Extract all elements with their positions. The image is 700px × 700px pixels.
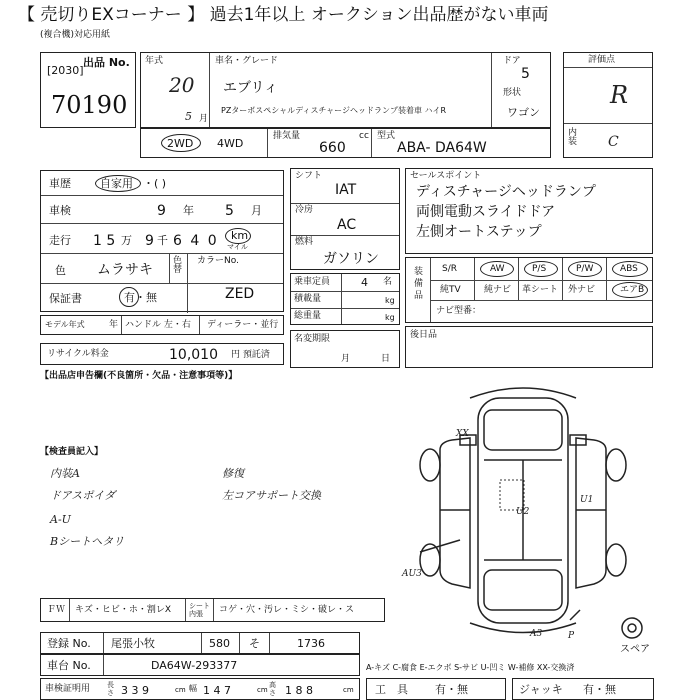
note-core-support: 左コアサポート交換 <box>222 489 321 502</box>
interior-label: 内装 <box>568 128 578 147</box>
lot-box <box>40 52 136 128</box>
form-subheader: (複合機)対応用紙 <box>40 30 111 40</box>
type-label: 型式 <box>377 131 396 141</box>
reg-place: 尾張小牧 <box>111 637 155 650</box>
door-label: ドア <box>503 56 521 66</box>
chassis-row <box>40 654 360 676</box>
interior-value: C <box>608 134 619 150</box>
dealer-value: ディーラー・並行 <box>207 320 279 330</box>
jack-value: 有・無 <box>583 683 616 696</box>
displacement-value: 660 <box>319 140 346 156</box>
month-value: 5 <box>185 110 192 123</box>
name-change-day: 日 <box>381 354 391 364</box>
mileage-man: 1 5 <box>93 233 116 249</box>
recycle-label: リサイクル料金 <box>47 349 109 359</box>
score-label: 評価点 <box>588 55 616 65</box>
inspection-year: 9 <box>157 203 166 219</box>
warranty-value: 有・無 <box>124 291 157 304</box>
fw-label: ＦＷ <box>47 605 66 615</box>
seat-text: コゲ・穴・汚レ・ミシ・破レ・ス <box>219 605 355 615</box>
navi-label: ナビ型番： <box>436 306 482 316</box>
size-label: 車検証明用 <box>45 684 91 694</box>
load-label: 積載量 <box>294 294 322 304</box>
wid-unit: cm <box>257 686 268 694</box>
lot-sub: [2030] <box>47 64 84 77</box>
mileage-rest: 6 4 0 <box>173 233 219 249</box>
hgt-value: 1 8 8 <box>285 684 313 697</box>
page-title: 【 売切りEXコーナー 】 過去1年以上 オークション出品歴がない車両 <box>18 5 549 25</box>
recycle-value: 10,010 <box>169 347 218 363</box>
equipment-block <box>405 257 653 323</box>
shift-block <box>290 168 400 270</box>
damage-legend: A-キズ C-腐食 E-エクボ S-サビ U-凹ミ W-補修 XX-交換済 <box>366 663 575 672</box>
capacity-label: 乗車定員 <box>294 277 331 287</box>
mark-p: P <box>568 631 575 641</box>
load-unit: kg <box>385 296 395 305</box>
tools-row <box>366 678 506 700</box>
year-label: 年式 <box>145 56 164 66</box>
capacity-unit: 名 <box>383 277 393 287</box>
jack-row <box>512 678 654 700</box>
type-value: ABA- DA64W <box>397 140 487 156</box>
name-change-block <box>290 330 400 368</box>
sales-block <box>405 168 653 254</box>
history-paren: ・( ) <box>143 177 167 190</box>
km-unit: km <box>231 229 249 242</box>
len-value: 3 3 9 <box>121 684 149 697</box>
equip-ext-navi: 外ナビ <box>568 285 596 295</box>
mileage-label: 走行 <box>49 234 71 247</box>
cc-unit: cc <box>359 131 369 141</box>
history-value: 自家用 <box>100 177 133 190</box>
wid-label: 幅 <box>189 684 197 693</box>
equip-pw: P/W <box>576 264 594 274</box>
history-label: 車歴 <box>49 177 71 190</box>
capacity-block <box>290 273 400 325</box>
year-value: 20 <box>169 73 195 97</box>
reg-class: 580 <box>209 637 230 650</box>
color-no-value: ZED <box>225 286 255 302</box>
shift-label: シフト <box>295 171 323 181</box>
after-items-block <box>405 326 653 368</box>
inspection-label: 車検 <box>49 204 71 217</box>
door-value: 5 <box>521 66 530 82</box>
reg-number: 1736 <box>297 637 325 650</box>
ac-label: 冷房 <box>295 205 314 215</box>
color-value: ムラサキ <box>97 262 153 278</box>
name-change-label: 名変期限 <box>294 334 331 344</box>
model-label: 車名・グレード <box>215 56 279 66</box>
sales-point-1: ディスチャージヘッドランプ <box>416 184 596 200</box>
inspection-year-unit: 年 <box>183 204 194 217</box>
fw-seat-row <box>40 598 385 622</box>
size-row <box>40 678 360 700</box>
reg-label: 登録 No. <box>47 637 91 650</box>
reg-kana: そ <box>249 637 260 650</box>
note-au: A-U <box>50 513 71 526</box>
equip-leather: 革シート <box>522 285 559 295</box>
chassis-label: 車台 No. <box>47 659 91 672</box>
fuel-label: 燃料 <box>295 237 314 247</box>
mark-au3: AU3 <box>402 569 422 579</box>
spare-label: スペア <box>620 644 650 655</box>
inspection-month-unit: 月 <box>251 204 262 217</box>
shape-label: 形状 <box>503 88 522 98</box>
note-interior: 内装A <box>50 467 80 480</box>
jack-label: ジャッキ <box>519 683 563 696</box>
len-unit: cm <box>175 686 186 694</box>
seat-label: シート内張 <box>189 602 210 618</box>
equip-ps: P/S <box>532 264 547 274</box>
mark-xx: XX <box>456 429 469 439</box>
sen-unit: 千 <box>157 234 168 247</box>
model-name: エブリィ <box>223 80 278 96</box>
after-label: 後日品 <box>410 330 438 340</box>
hgt-unit: cm <box>343 686 354 694</box>
grade: PZターボスペシャルディスチャージヘッドランプ装着車 ハイR <box>221 106 447 115</box>
displacement-label: 排気量 <box>273 131 301 141</box>
tools-value: 有・無 <box>435 683 468 696</box>
inspection-month: 5 <box>225 203 234 219</box>
mark-u2: U2 <box>516 507 530 517</box>
model-year-label: モデル年式 <box>45 320 85 329</box>
tools-label: 工 具 <box>375 683 408 696</box>
sales-point-3: 左側オートステップ <box>416 224 542 240</box>
note-repair: 修復 <box>222 467 244 480</box>
sales-point-2: 両側電動スライドドア <box>416 204 556 220</box>
score-box <box>563 52 653 158</box>
shift-value: IAT <box>335 182 357 198</box>
shape-value: ワゴン <box>507 106 540 119</box>
color-change: 色替 <box>173 256 183 275</box>
sales-label: セールスポイント <box>410 171 482 181</box>
lot-label: 出品 No. <box>83 56 130 69</box>
score-value: R <box>610 81 629 109</box>
month-unit: 月 <box>199 114 209 124</box>
hgt-label: 高さ <box>269 681 276 697</box>
ac-value: AC <box>337 217 357 233</box>
name-change-month: 月 <box>341 354 351 364</box>
recycle-row <box>40 343 284 365</box>
equip-airbag: エアB <box>620 285 645 295</box>
equip-tv: 純TV <box>440 285 461 295</box>
model-year-unit: 年 <box>109 320 119 330</box>
man-unit: 万 <box>121 234 132 247</box>
drive-2wd: 2WD <box>167 137 194 150</box>
equip-label: 装備品 <box>414 267 424 301</box>
note-spoiler: ドアスポイダ <box>50 489 116 502</box>
wid-value: 1 4 7 <box>203 684 231 697</box>
drive-4wd: 4WD <box>217 137 244 150</box>
capacity-value: 4 <box>361 276 368 289</box>
details-block <box>40 170 284 312</box>
note-seat: Bシートヘタリ <box>50 535 125 548</box>
car-diagram <box>400 380 660 655</box>
equip-aw: AW <box>490 264 505 274</box>
mark-u1: U1 <box>580 495 594 505</box>
lot-number: 70190 <box>51 91 128 119</box>
weight-unit: kg <box>385 313 395 322</box>
year-model-box <box>140 52 551 128</box>
chassis-value: DA64W-293377 <box>151 659 238 672</box>
handle-row <box>40 315 284 335</box>
color-no-label: カラーNo. <box>197 256 239 266</box>
recycle-unit: 円 預託済 <box>231 350 270 360</box>
mileage-sen: 9 <box>145 233 154 249</box>
fw-text: キズ・ヒビ・ホ・割レX <box>75 605 171 615</box>
mile-unit: マイル <box>227 243 248 251</box>
inspector-heading: 【検査員記入】 <box>40 447 104 457</box>
drive-row <box>140 128 551 158</box>
seller-note-heading: 【出品店申告欄(不良箇所・欠品・注意事項等)】 <box>40 371 238 381</box>
warranty-label: 保証書 <box>49 292 82 305</box>
equip-sr: S/R <box>442 264 457 274</box>
handle-value: ハンドル 左・右 <box>125 320 191 330</box>
len-label: 長さ <box>107 681 114 697</box>
fuel-value: ガソリン <box>323 251 379 267</box>
equip-navi: 純ナビ <box>484 285 512 295</box>
color-label: 色 <box>55 264 66 277</box>
mark-a3: A3 <box>530 629 543 639</box>
weight-label: 総重量 <box>294 311 322 321</box>
registration-row <box>40 632 360 654</box>
equip-abs: ABS <box>620 264 638 274</box>
